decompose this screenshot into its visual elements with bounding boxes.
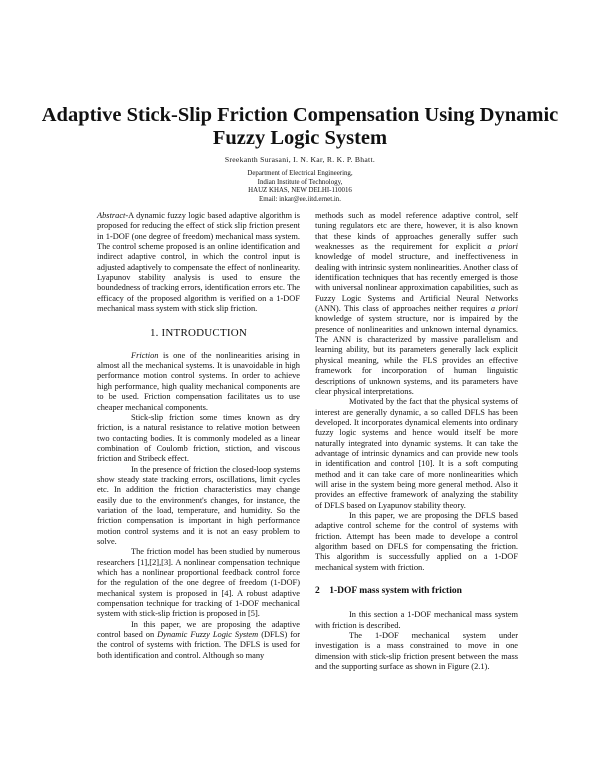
intro-paragraph-2: Stick-slip friction some times known as dry friction, is a natural resistance to relative motion between two contacting bodies. It is commonly modeled as a linear combination of Coulomb friction, stiction, and viscous friction and Stribeck effect. [97,412,300,464]
emphasis: a priori [487,242,518,252]
affiliation-institute: Indian Institute of Technology, [257,178,343,186]
abstract-text: A dynamic fuzzy logic based adaptive algorithm is proposed for reducing the effect of stick slip friction present in 1-DOF (one degree of freedom) mechanical mass system. The control scheme proposed is an online identification and indirect adaptive control, in which the control input is adjusted adaptively to compensate the effect of nonlinearity. Lyapunov stability analysis is used to ensure the boundedness of tracking errors, identification errors etc. The efficacy of the proposed algorithm is verified on a 1-DOF mechanical mass system with stick slip friction. [97,211,300,314]
intro-paragraph-8: In this paper, we are proposing the DFLS based adaptive control scheme for the control of systems with friction. Attempt has been made to develope a control algorithm based on DFLS for compensating the friction. This algorithm is successfully applied on a 1-DOF mechanical system with friction. [315,510,518,572]
section-heading-introduction: 1. INTRODUCTION [149,327,248,340]
abstract [97,211,300,314]
affiliation-address: HAUZ KHAS, NEW DELHI-110016 [248,187,352,195]
intro-paragraph-5 [97,620,300,661]
left-column [97,211,300,661]
intro-paragraph-6 [315,211,518,397]
affiliation-email[interactable]: Email: inkar@ee.iitd.ernet.in. [259,195,341,203]
intro-paragraph-7: Motivated by the fact that the physical systems of interest are generally dynamic, a so called DFLS has been developed. It incorporates dynamical elements into ordinary fuzzy logic systems and hence would itself be more naturally integrated into dynamic systems. It can take the advantage of intrinsic dynamics and can provide new tools in identification and control [10]. It is a soft computing method and it can take care of more nonlinearities which will arise in the system being more general method. Also it provides an effective framework of analyzing the stability of DFLS based on Lyapunov stability theory. [315,397,518,510]
intro-paragraph-1 [97,351,300,413]
text: knowledge of system structure, nor is impaired by the presence of nonlinearities and unknown internal dynamics. The ANN is characterized by massive parallelism and learning ability, but its parameters generally lack explicit physical meaning, while the FLS provides an effective framework for incorporation of human linguistic descriptions of unknown systems, and its parameters have clear physical interpretations. [315,314,518,396]
text: (DFLS) for the control of systems with friction. The DFLS is used for both identification and control. Although so many [97,630,300,660]
abstract-label: Abstract- [97,211,129,220]
intro-paragraph-3: In the presence of friction the closed-loop systems show steady state tracking errors, oscillations, limit cycles etc. In addition the friction characteristics may change easily due to the environment's changes, for instance, the variation of the load, temperature, and humidity. So the friction compensation is important in high performance motion control systems and it is not an easy problem to solve. [97,464,300,546]
section2-paragraph-1: In this section a 1-DOF mechanical mass system with friction is described. [315,610,518,630]
text: is one of the nonlinearities arising in almost all the mechanical systems. It is unavoidable in high performance motion control systems. In order to achieve high performance, high quality mechanical components are to be used. Friction compensation facilitates us to use cheaper mechanical components. [97,350,300,412]
emphasis: Dynamic Fuzzy Logic System [157,630,259,640]
text: In this paper, we are proposing the adaptive control based on [97,619,300,640]
section-heading-2: 2 1-DOF mass system with friction [315,586,462,597]
text: methods such as model reference adaptive control, self tuning regulators etc are there, however, it is also known that these kinds of approaches generally suffer such weaknesses as the requirement for explicit [315,211,518,252]
right-column [315,211,518,672]
affiliation [0,170,600,204]
text: knowledge of model structure, and ineffectiveness in dealing with intrinsic system nonlinearities. Another class of identification techniques that has recently emerged is those with universal nonlinear approximation capabilities, such as Fuzzy Logic Systems and Artificial Neural Networks (ANN). This class of approaches neither requires [315,252,518,314]
emphasis: a priori [490,304,518,314]
paper-title: Adaptive Stick-Slip Friction Compensation Using Dynamic Fuzzy Logic System [41,104,559,149]
section2-paragraph-2: The 1-DOF mechanical system under investigation is a mass constrained to move in one dimension with stick-slip friction present between the mass and the supporting surface as shown in Figure (2.1). [315,631,518,672]
intro-paragraph-4: The friction model has been studied by numerous researchers [1],[2],[3]. A nonlinear compensation technique which has a nonlinear proportional feedback control force for the regulation of the one degree of freedom (1-DOF) mechanical system is proposed in [4]. A robust adaptive compensation technique for tracking of 1-DOF mechanical system with stick-slip friction is proposed in [5]. [97,547,300,619]
emphasis: Friction [131,350,159,360]
authors: Sreekanth Surasani, I. N. Kar, R. K. P. Bhatt. [224,155,376,164]
affiliation-dept: Department of Electrical Engineering, [247,170,353,177]
